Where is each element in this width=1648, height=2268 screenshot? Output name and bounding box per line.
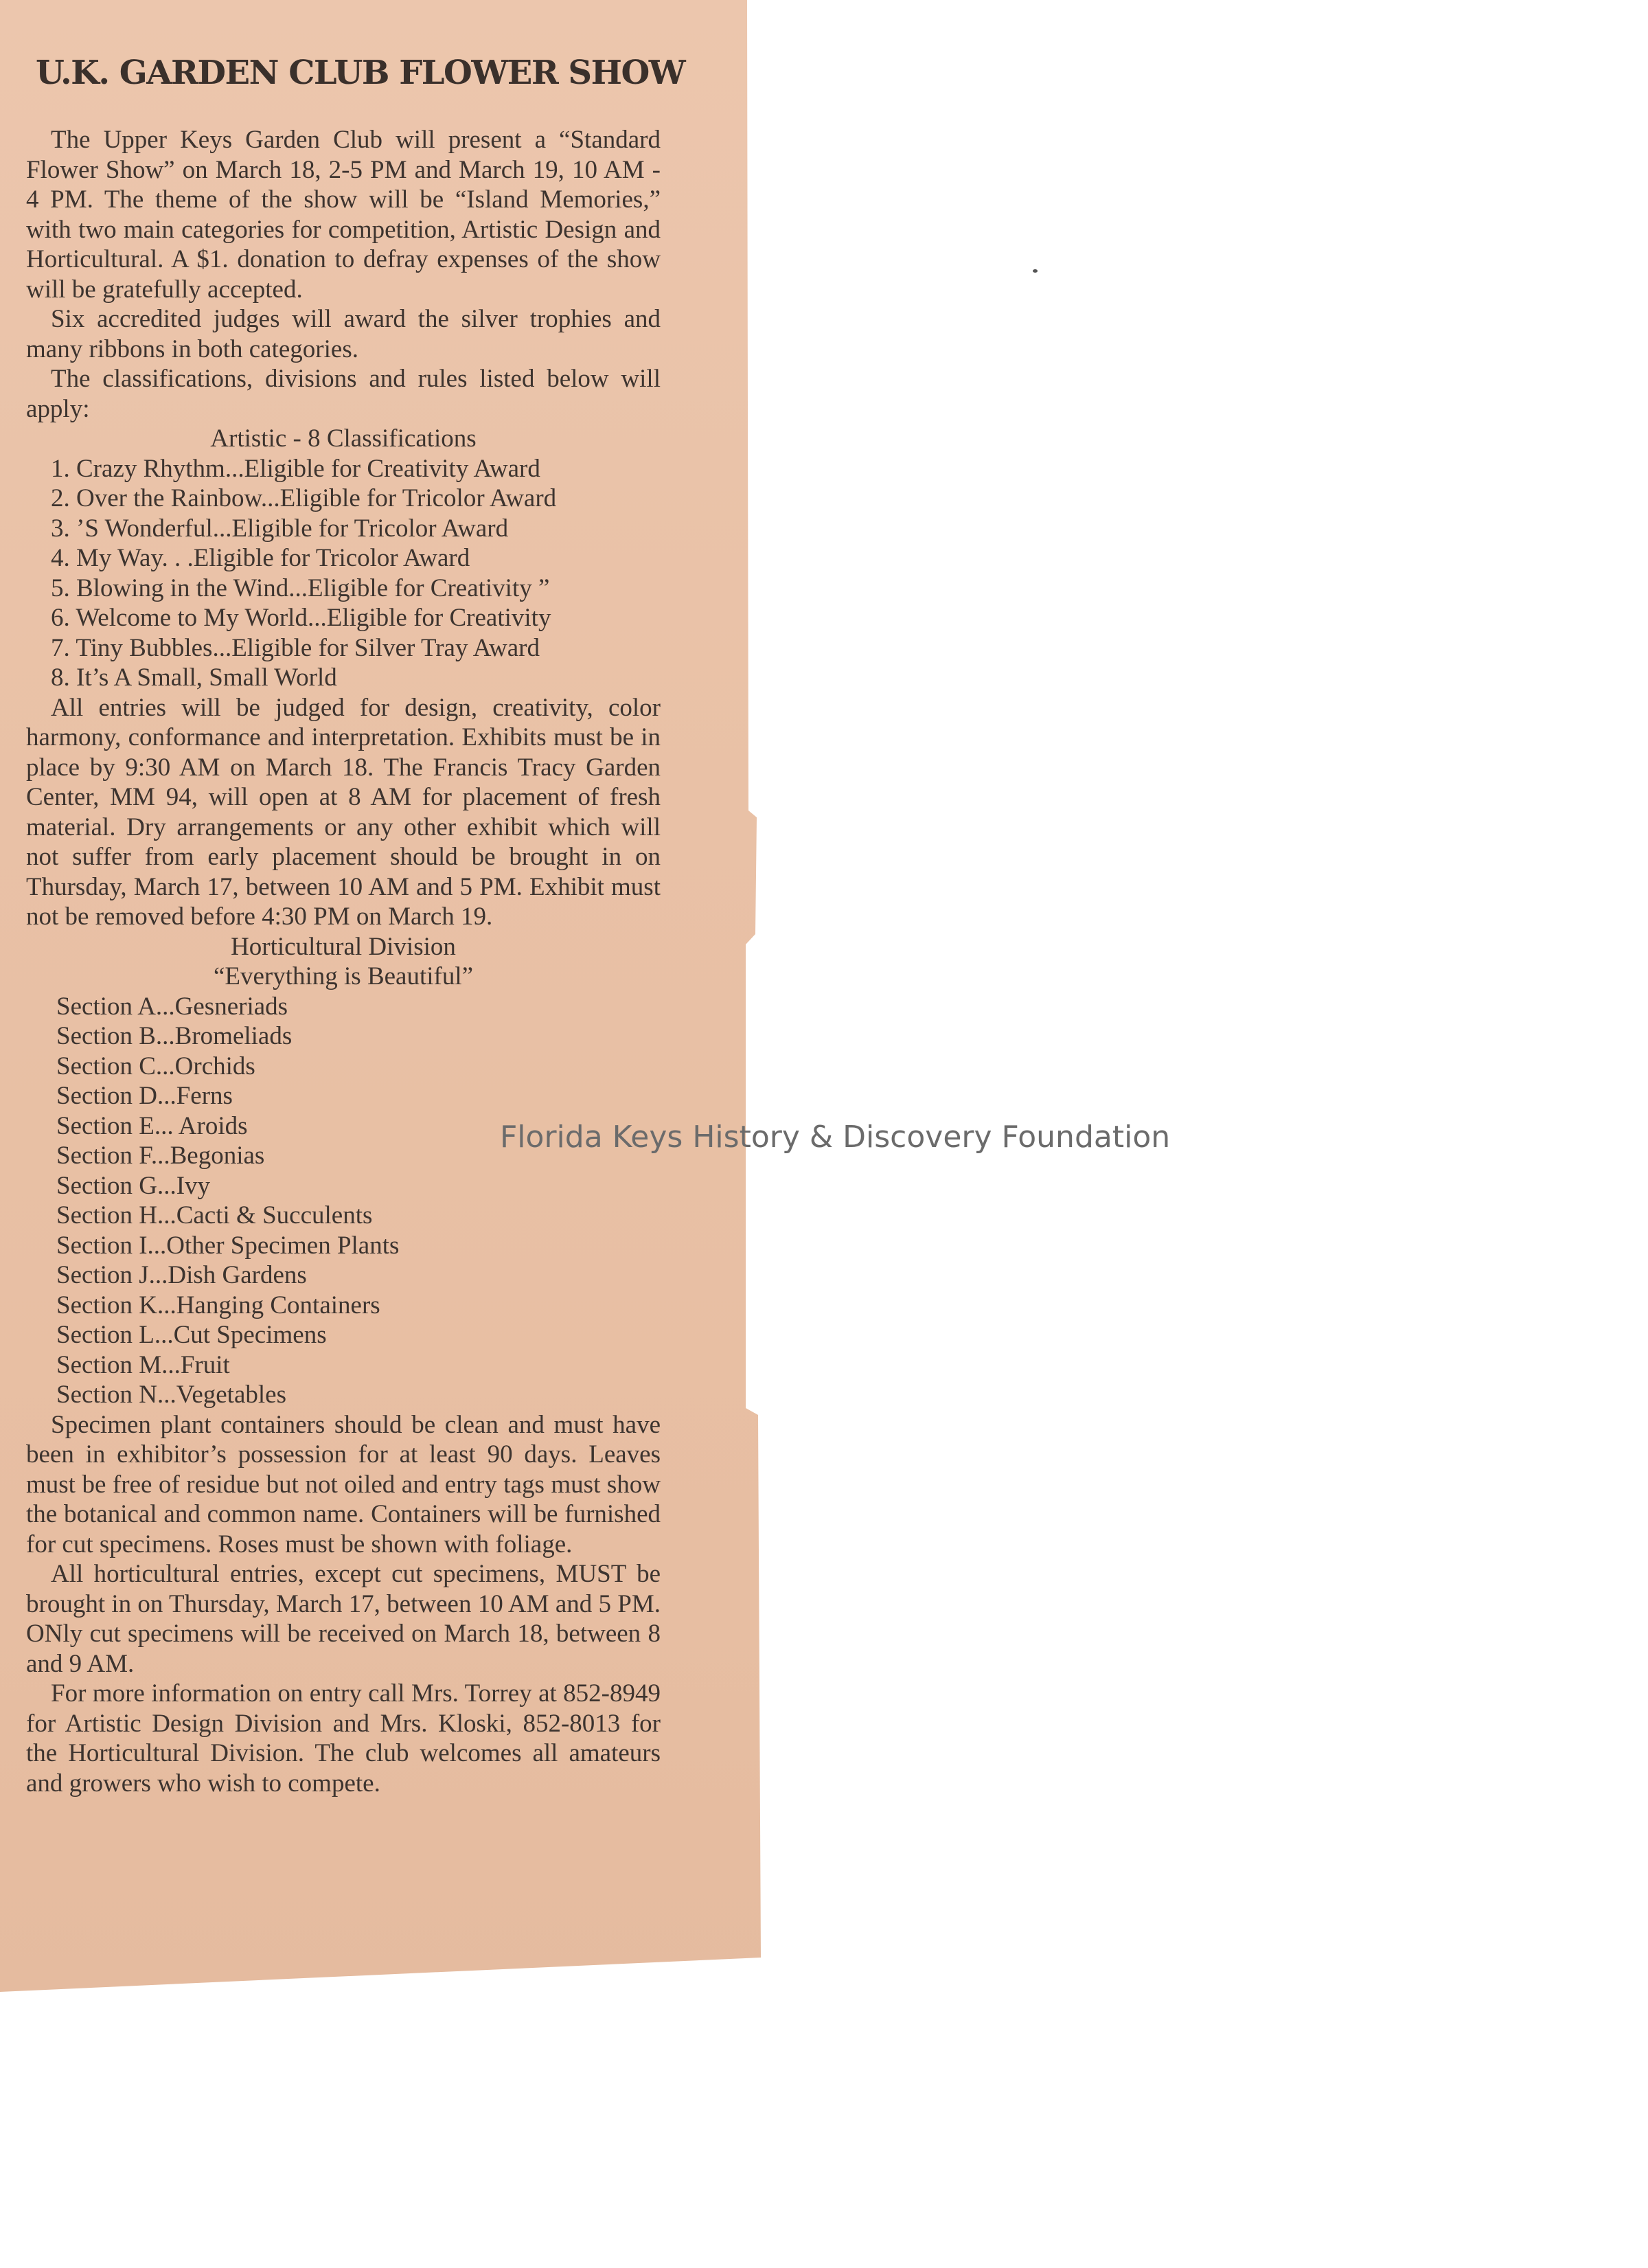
horticultural-sections-list [26, 992, 661, 1410]
list-item: Section G...Ivy [56, 1171, 211, 1200]
list-item: Section B...Bromeliads [56, 1022, 293, 1050]
list-item: 4. My Way. . .Eligible for Tricolor Award [51, 544, 470, 572]
list-item: Section M...Fruit [56, 1350, 230, 1379]
artistic-rules-paragraph: All entries will be judged for design, creativity, color harmony, conformance and interpretation. Exhibits must be in place by 9:30 AM on March 18. The Francis Tracy Garden Center, MM 94, will open at 8 AM for placement of fresh material. Dry arrangements or any other exhibit which will not suffer from early placement should be brought in on Thursday, March 17, between 10 AM and 5 PM. Exhibit must not be removed before 4:30 PM on March 19. [26, 693, 661, 931]
list-item: 8. It’s A Small, Small World [51, 664, 337, 692]
dust-speck [1033, 269, 1038, 273]
list-item: Section F...Begonias [56, 1142, 265, 1170]
list-item: 3. ’S Wonderful...Eligible for Tricolor Award [51, 514, 509, 543]
list-item: Section N...Vegetables [56, 1381, 286, 1409]
horticultural-heading: Horticultural Division [231, 932, 456, 961]
artistic-classifications-list [26, 454, 661, 693]
horticultural-subheading: “Everything is Beautiful” [213, 962, 474, 990]
list-item: 5. Blowing in the Wind...Eligible for Creativity ” [51, 574, 550, 602]
specimen-rules-paragraph: Specimen plant containers should be clean and must have been in exhibitor’s possession for at least 90 days. Leaves must be free of residue but not oiled and entry tags must show the botanical and common name. Containers will be furnished for cut specimens. Roses must be shown with foliage. [26, 1410, 661, 1558]
headline: U.K. GARDEN CLUB FLOWER SHOW [36, 54, 685, 92]
list-item: Section A...Gesneriads [56, 992, 288, 1021]
list-item: Section H...Cacti & Succulents [56, 1201, 373, 1229]
list-item: Section L...Cut Specimens [56, 1321, 327, 1349]
watermark-text: Florida Keys History & Discovery Foundation [500, 1120, 1171, 1155]
list-item: 1. Crazy Rhythm...Eligible for Creativity Award [51, 454, 540, 483]
rules-intro-paragraph: The classifications, divisions and rules listed below will apply: [26, 365, 661, 423]
list-item: Section D...Ferns [56, 1082, 233, 1110]
list-item: Section I...Other Specimen Plants [56, 1231, 400, 1260]
entry-timing-paragraph: All horticultural entries, except cut specimens, MUST be brought in on Thursday, March 17, between 10 AM and 5 PM. ONly cut specimens will be received on March 18, between 8 and 9 AM. [26, 1560, 661, 1678]
list-item: Section J...Dish Gardens [56, 1261, 307, 1289]
list-item: Section K...Hanging Containers [56, 1291, 380, 1319]
list-item: 2. Over the Rainbow...Eligible for Tricolor Award [51, 484, 557, 512]
artistic-heading: Artistic - 8 Classifications [210, 424, 477, 453]
judges-paragraph: Six accredited judges will award the silver trophies and many ribbons in both categories. [26, 305, 661, 363]
list-item: Section C...Orchids [56, 1052, 255, 1080]
list-item: Section E... Aroids [56, 1111, 248, 1140]
list-item: 7. Tiny Bubbles...Eligible for Silver Tray Award [51, 633, 540, 662]
list-item: 6. Welcome to My World...Eligible for Creativity [51, 604, 551, 632]
article-body [26, 125, 661, 1798]
contact-info-paragraph: For more information on entry call Mrs. Torrey at 852-8949 for Artistic Design Division and Mrs. Kloski, 852-8013 for the Horticultural Division. The club welcomes all amateurs and growers who wish to compete. [26, 1679, 661, 1798]
intro-paragraph: The Upper Keys Garden Club will present a “Standard Flower Show” on March 18, 2-5 PM and March 19, 10 AM - 4 PM. The theme of the show will be “Island Memories,” with two main categories for competition, Artistic Design and Horticultural. A $1. donation to defray expenses of the show will be gratefully accepted. [26, 126, 661, 304]
